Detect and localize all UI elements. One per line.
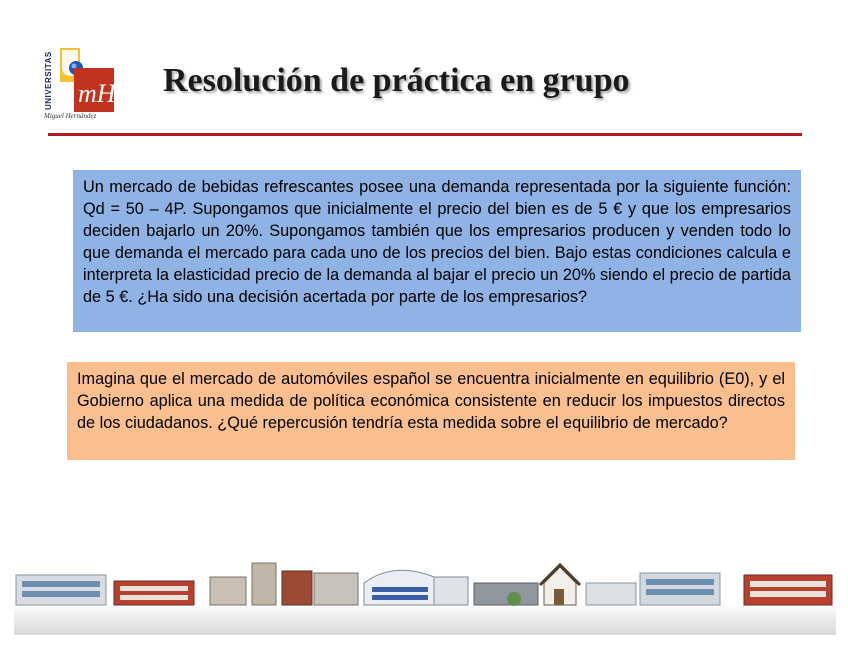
logo-emblem-icon [58, 48, 116, 112]
university-logo [44, 48, 116, 124]
logo-vertical-text: UNIVERSITAS [44, 51, 53, 110]
svg-text:mH: mH [78, 79, 116, 108]
slide-title: Resolución de práctica en grupo [163, 62, 630, 99]
building-5-icon [474, 583, 538, 606]
title-divider [48, 133, 802, 136]
exercise-box-1: Un mercado de bebidas refrescantes posee una demanda representada por la siguiente función: Qd = 50 – 4P. Supongamos que inicialmente el precio del bien es de 5 € y que los empresarios deciden bajarlo un 20%. Supongamos también que los empresarios producen y venden todo lo que demanda el mercado para cada uno de los precios del bien. Bajo estas condiciones calcula e interpreta la elasticidad precio de la demanda al bajar el precio un 20% siendo el precio de partida de 5 €. ¿Ha sido una decisión acertada por parte de los empresarios? [73, 170, 801, 332]
campus-buildings-banner [14, 553, 836, 635]
building-1-icon [16, 575, 106, 605]
building-6-icon [540, 565, 580, 605]
logo-caption: Miguel Hernández [44, 112, 97, 120]
building-2-icon [114, 581, 194, 605]
exercise-box-2: Imagina que el mercado de automóviles español se encuentra inicialmente en equilibrio (E0), y el Gobierno aplica una medida de política económica consistente en reducir los impuestos directos de los ciudadanos. ¿Qué repercusión tendría esta medida sobre el equilibrio de mercado? [67, 362, 795, 460]
building-4-icon [364, 570, 468, 605]
building-7-icon [586, 573, 720, 605]
building-8-icon [744, 575, 832, 605]
building-3-icon [210, 563, 358, 605]
